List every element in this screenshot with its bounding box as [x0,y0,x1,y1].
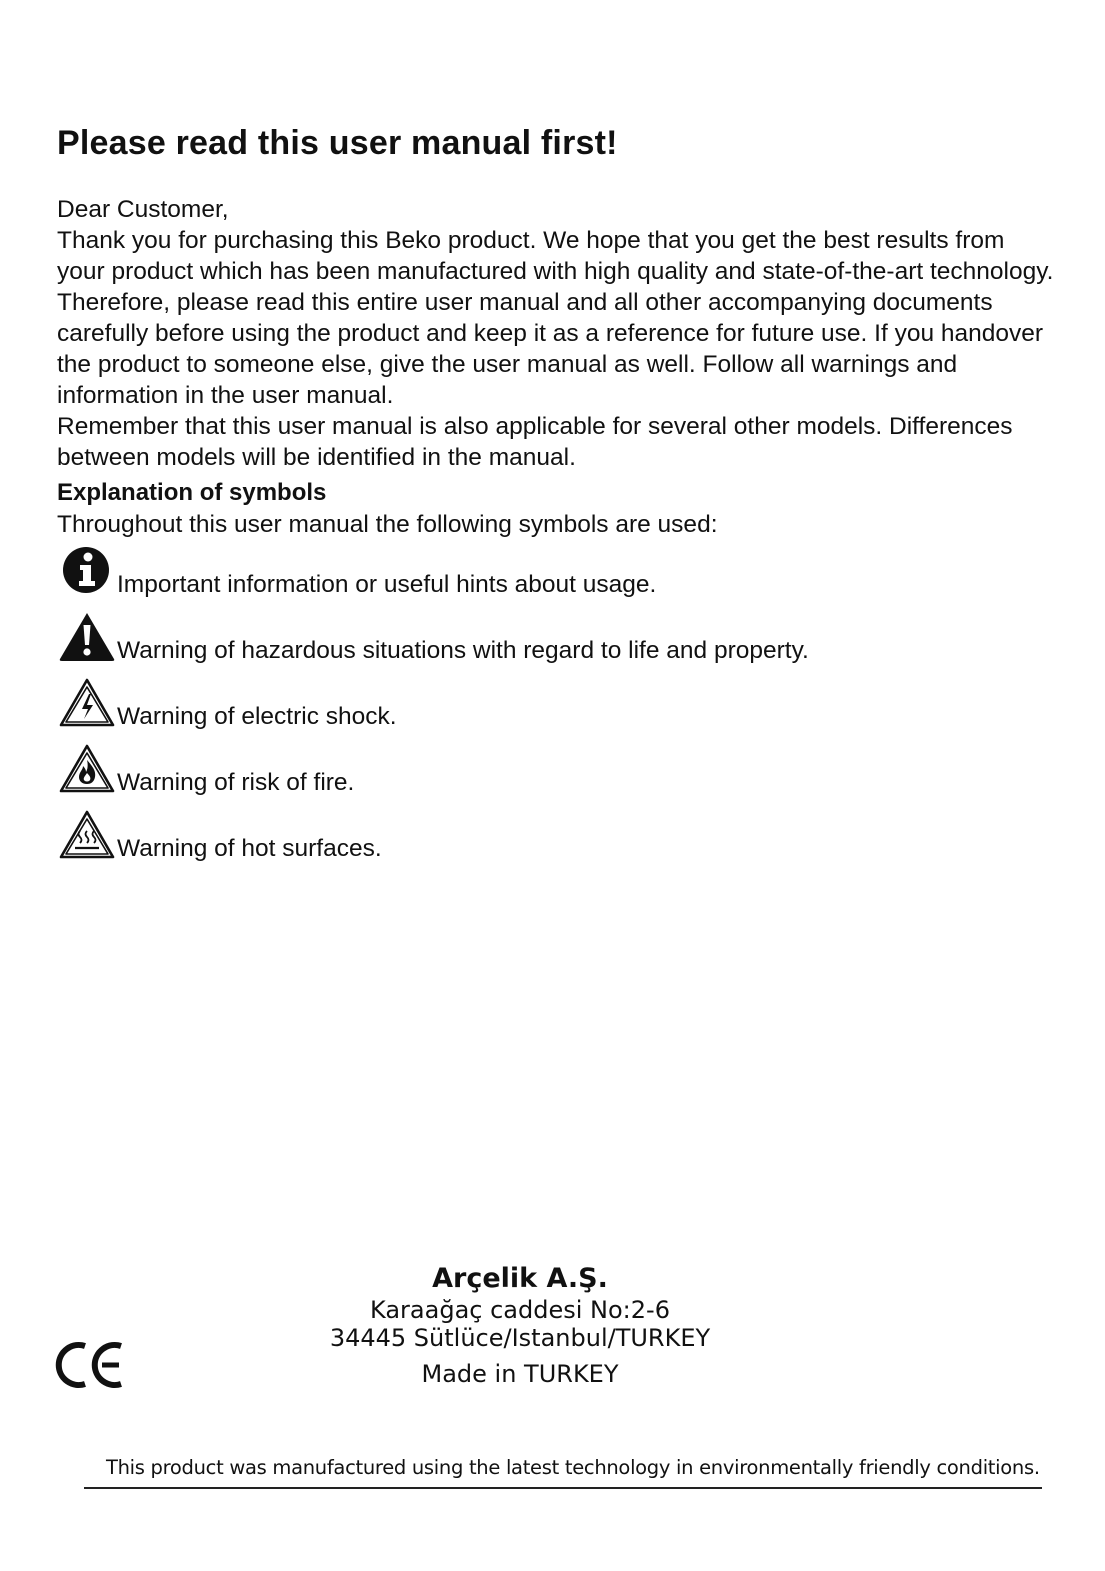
greeting: Dear Customer, [57,196,229,223]
intro-text [57,194,1057,473]
symbol-label: Important information or useful hints about usage. [117,571,657,598]
made-in-label: Made in TURKEY [421,1360,619,1388]
intro-paragraph: Thank you for purchasing this Beko product. We hope that you get the best results from your product which has been manufactured with high quality and state-of-the-art technology. Therefore, please read this entire user manual and all other accompanying documents carefully before using the product and keep it as a reference for future use. If you handover the product to someone else, give the user manual as well. Follow all warnings and information in the user manual. [57,227,1054,409]
symbol-row-hazard [58,611,958,667]
manufacturer-address [300,1262,740,1388]
fire-risk-icon [58,743,116,795]
ce-mark-icon [55,1340,127,1390]
symbol-label: Warning of electric shock. [117,703,397,730]
address-line: 34445 Sütlüce/Istanbul/TURKEY [329,1324,711,1352]
hot-surface-icon [58,809,116,861]
electric-shock-icon [58,677,116,729]
eco-note: This product was manufactured using the latest technology in environmentally friendly conditions. [106,1456,1040,1479]
symbols-intro: Throughout this user manual the following symbols are used: [57,511,718,538]
symbol-row-info [58,545,958,601]
symbol-label: Warning of hot surfaces. [117,835,382,862]
models-note: Remember that this user manual is also applicable for several other models. Differences between models will be identified in the manual. [57,413,1013,471]
symbol-row-electric [58,677,958,733]
symbol-label: Warning of risk of fire. [117,769,355,796]
address-line: Karaağaç caddesi No:2-6 [370,1296,670,1324]
symbol-row-hot [58,809,958,865]
divider [84,1487,1042,1489]
symbols-heading: Explanation of symbols [57,479,327,506]
company-name: Arçelik A.Ş. [432,1263,608,1294]
symbol-label: Warning of hazardous situations with regard to life and property. [117,637,809,664]
warning-hazard-icon [58,611,116,663]
symbol-row-fire [58,743,958,799]
info-icon [58,545,116,597]
page-title: Please read this user manual first! [57,124,618,162]
